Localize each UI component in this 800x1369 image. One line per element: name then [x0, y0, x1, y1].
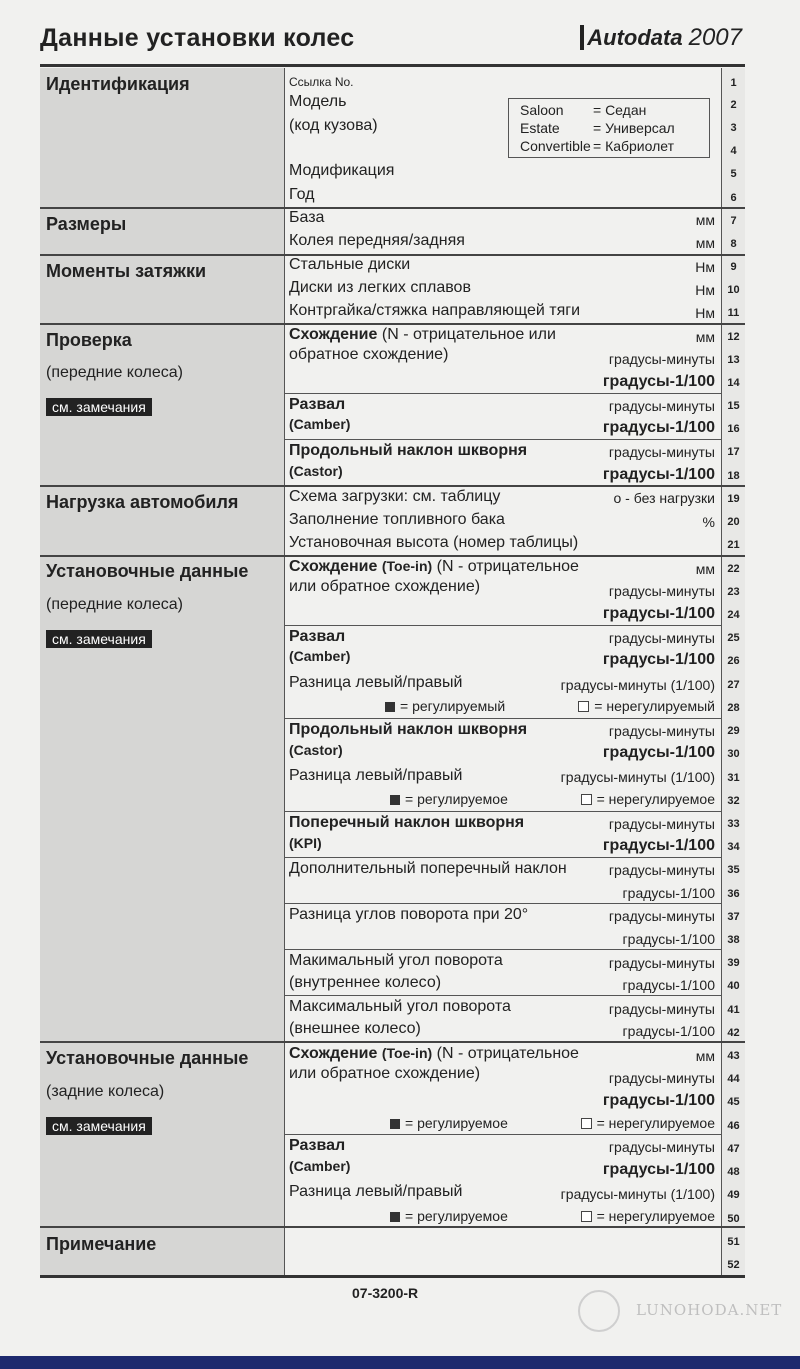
section-divider	[40, 207, 745, 209]
row-number: 51	[727, 1236, 740, 1248]
section-divider	[40, 323, 745, 325]
row-number: 7	[730, 215, 737, 227]
field-label: Год	[289, 186, 315, 203]
row-number: 17	[727, 446, 740, 458]
unit-label: мм	[695, 561, 715, 577]
row-number: 27	[727, 679, 740, 691]
unit-label: о - без нагрузки	[613, 490, 715, 506]
row-number: 52	[727, 1259, 740, 1271]
row-number: 25	[727, 632, 740, 644]
field-label: Колея передняя/задняя	[289, 232, 465, 249]
toe-in-tag: (Toe-in)	[381, 1045, 433, 1061]
unit-label: мм	[695, 329, 715, 345]
row-number: 38	[727, 934, 740, 946]
section-identification: Идентификация	[46, 74, 190, 94]
legend-text: = регулируемое	[405, 1208, 508, 1224]
legend-text: = нерегулируемое	[596, 1115, 715, 1131]
row-number: 3	[730, 122, 737, 134]
row-number: 22	[727, 563, 740, 575]
row-number: 21	[727, 539, 740, 551]
empty-square-icon	[578, 701, 589, 712]
unit-label: градусы-минуты	[608, 1139, 715, 1155]
legend-value: = Кабриолет	[593, 138, 675, 154]
field-label: Стальные диски	[289, 256, 411, 273]
row-number: 13	[727, 354, 740, 366]
field-label: Разница левый/правый	[289, 767, 463, 784]
field-label: обратное схождение)	[289, 346, 449, 363]
see-notes-badge: см. замечания	[46, 398, 152, 416]
field-label: Продольный наклон шкворня	[289, 721, 528, 738]
toe-rest: (N - отрицательное или	[381, 326, 556, 343]
unit-label: градусы-1/100	[602, 1161, 715, 1178]
filled-square-icon	[390, 1119, 400, 1129]
filled-square-icon	[385, 702, 395, 712]
row-number: 9	[730, 261, 737, 273]
row-divider	[285, 857, 721, 858]
unit-label: Нм	[695, 259, 715, 275]
section-divider	[40, 1226, 745, 1228]
field-label: или обратное схождение)	[289, 1065, 481, 1082]
section-setting-front: Установочные данные	[46, 561, 249, 581]
row-number: 30	[727, 748, 740, 760]
section-divider	[40, 555, 745, 557]
row-number: 33	[727, 818, 740, 830]
nonadjustable-legend	[578, 698, 715, 714]
adjustable-legend	[390, 1115, 508, 1131]
section-vehicle-load: Нагрузка автомобиля	[46, 492, 239, 512]
bottom-edge	[0, 1356, 800, 1369]
page-title: Данные установки колес	[40, 24, 355, 52]
unit-label: градусы-минуты	[608, 1070, 715, 1086]
legend-text: = регулируемое	[405, 791, 508, 807]
field-label: Контргайка/стяжка направляющей тяги	[289, 302, 581, 319]
row-divider	[285, 625, 721, 626]
row-number: 2	[730, 99, 737, 111]
row-number: 49	[727, 1189, 740, 1201]
field-label	[289, 1045, 579, 1063]
row-divider	[285, 903, 721, 904]
field-label: Дополнительный поперечный наклон	[289, 860, 567, 877]
nonadjustable-legend	[581, 791, 715, 807]
row-number: 31	[727, 772, 740, 784]
row-divider	[285, 811, 721, 812]
field-label: Схема загрузки: см. таблицу	[289, 488, 501, 505]
row-number: 1	[730, 77, 737, 89]
section-torques: Моменты затяжки	[46, 261, 207, 281]
row-number: 44	[727, 1073, 740, 1085]
legend-key: Convertible	[520, 138, 591, 154]
legend-key: Estate	[520, 120, 560, 136]
legend-text: = нерегулируемый	[594, 698, 715, 714]
see-notes-badge: см. замечания	[46, 630, 152, 648]
field-label: (Camber)	[289, 648, 351, 664]
unit-label: градусы-1/100	[622, 931, 715, 947]
legend-text: = нерегулируемое	[596, 1208, 715, 1224]
unit-label: градусы-1/100	[602, 1092, 715, 1109]
row-number: 34	[727, 841, 740, 853]
unit-label: Нм	[695, 282, 715, 298]
unit-label: градусы-1/100	[602, 466, 715, 483]
row-number: 41	[727, 1004, 740, 1016]
field-label: (Castor)	[289, 742, 343, 758]
column-divider	[284, 68, 285, 1275]
row-number: 26	[727, 655, 740, 667]
unit-label: градусы-минуты	[608, 351, 715, 367]
unit-label: мм	[695, 235, 715, 251]
section-divider	[40, 485, 745, 487]
watermark-seal	[578, 1290, 620, 1332]
brand-name: Autodata	[580, 25, 682, 50]
field-label: Установочная высота (номер таблицы)	[289, 534, 579, 551]
row-number: 20	[727, 516, 740, 528]
unit-label: градусы-минуты	[608, 398, 715, 414]
toe-rest: (N - отрицательное	[436, 558, 579, 575]
row-number: 15	[727, 400, 740, 412]
body-type-legend	[508, 98, 710, 158]
unit-label: градусы-1/100	[622, 977, 715, 993]
unit-label: градусы-минуты	[608, 816, 715, 832]
unit-label: градусы-1/100	[602, 605, 715, 622]
filled-square-icon	[390, 1212, 400, 1222]
field-label: Разница левый/правый	[289, 1183, 463, 1200]
row-number: 46	[727, 1120, 740, 1132]
row-divider	[285, 995, 721, 996]
row-number: 24	[727, 609, 740, 621]
field-label: Продольный наклон шкворня	[289, 442, 528, 459]
unit-label: градусы-минуты	[608, 862, 715, 878]
field-label: Развал	[289, 1137, 346, 1154]
unit-label: Нм	[695, 305, 715, 321]
row-number: 47	[727, 1143, 740, 1155]
field-label: База	[289, 209, 325, 226]
field-label: Максимальный угол поворота	[289, 998, 511, 1015]
row-number: 43	[727, 1050, 740, 1062]
row-number: 19	[727, 493, 740, 505]
unit-label: градусы-1/100	[622, 1023, 715, 1039]
section-divider	[40, 1041, 745, 1043]
field-label: Ссылка No.	[289, 75, 354, 89]
field-label: Заполнение топливного бака	[289, 511, 505, 528]
row-number: 4	[730, 145, 737, 157]
row-number: 37	[727, 911, 740, 923]
field-label: (Castor)	[289, 463, 343, 479]
unit-label: градусы-1/100	[622, 885, 715, 901]
empty-square-icon	[581, 1211, 592, 1222]
unit-label: градусы-минуты	[608, 908, 715, 924]
adjustable-legend	[385, 698, 505, 714]
row-number: 48	[727, 1166, 740, 1178]
row-number: 36	[727, 888, 740, 900]
row-number: 16	[727, 423, 740, 435]
field-label: Разница углов поворота при 20°	[289, 906, 529, 923]
nonadjustable-legend	[581, 1208, 715, 1224]
row-number: 6	[730, 192, 737, 204]
field-label	[289, 326, 556, 344]
row-divider	[285, 718, 721, 719]
section-check-sub: (передние колеса)	[46, 364, 183, 381]
unit-label: градусы-1/100	[602, 419, 715, 436]
unit-label: градусы-минуты (1/100)	[560, 677, 715, 693]
row-divider	[285, 439, 721, 440]
brand-logo	[580, 24, 742, 52]
unit-label: %	[702, 514, 715, 530]
unit-label: градусы-минуты	[608, 583, 715, 599]
field-label: Развал	[289, 628, 346, 645]
unit-label: градусы-1/100	[602, 651, 715, 668]
field-label: (KPI)	[289, 835, 322, 851]
field-label: Модификация	[289, 162, 395, 179]
field-label: (код кузова)	[289, 117, 378, 134]
field-label: (Camber)	[289, 416, 351, 432]
empty-square-icon	[581, 1118, 592, 1129]
row-number: 5	[730, 168, 737, 180]
adjustable-legend	[390, 791, 508, 807]
toe-rest: (N - отрицательное	[436, 1045, 579, 1062]
row-number: 39	[727, 957, 740, 969]
legend-text: = нерегулируемое	[596, 791, 715, 807]
top-rule	[40, 64, 745, 67]
section-sizes: Размеры	[46, 214, 127, 234]
field-label: или обратное схождение)	[289, 578, 481, 595]
row-number: 8	[730, 238, 737, 250]
row-number: 35	[727, 864, 740, 876]
unit-label: градусы-1/100	[602, 744, 715, 761]
unit-label: градусы-минуты	[608, 955, 715, 971]
unit-label: мм	[695, 212, 715, 228]
row-divider	[285, 949, 721, 950]
nonadjustable-legend	[581, 1115, 715, 1131]
field-label: (внешнее колесо)	[289, 1020, 421, 1037]
row-number: 32	[727, 795, 740, 807]
unit-label: градусы-минуты	[608, 1001, 715, 1017]
unit-label: мм	[695, 1048, 715, 1064]
row-number: 45	[727, 1096, 740, 1108]
unit-label: градусы-минуты	[608, 723, 715, 739]
field-label: Диски из легких сплавов	[289, 279, 471, 296]
alignment-form	[40, 68, 745, 1278]
legend-text: = регулируемый	[400, 698, 506, 714]
unit-label: градусы-1/100	[602, 373, 715, 390]
field-label	[289, 558, 579, 576]
toe-bold: Схождение	[289, 558, 378, 575]
row-number: 10	[727, 284, 740, 296]
section-setting-rear-sub: (задние колеса)	[46, 1083, 165, 1100]
brand-year: 2007	[688, 24, 742, 51]
field-label: Поперечный наклон шкворня	[289, 814, 525, 831]
section-setting-front-sub: (передние колеса)	[46, 596, 183, 613]
field-label: (внутреннее колесо)	[289, 974, 442, 991]
section-setting-rear: Установочные данные	[46, 1048, 249, 1068]
unit-label: градусы-минуты (1/100)	[560, 769, 715, 785]
row-divider	[285, 1134, 721, 1135]
filled-square-icon	[390, 795, 400, 805]
legend-key: Saloon	[520, 102, 564, 118]
unit-label: градусы-минуты (1/100)	[560, 1186, 715, 1202]
unit-label: градусы-минуты	[608, 444, 715, 460]
see-notes-badge: см. замечания	[46, 1117, 152, 1135]
legend-text: = регулируемое	[405, 1115, 508, 1131]
field-label: Модель	[289, 93, 347, 110]
toe-bold: Схождение	[289, 1045, 378, 1062]
section-check: Проверка	[46, 330, 132, 350]
unit-label: градусы-1/100	[602, 837, 715, 854]
field-label: (Camber)	[289, 1158, 351, 1174]
unit-label: градусы-минуты	[608, 630, 715, 646]
legend-value: = Универсал	[593, 120, 675, 136]
row-number: 12	[727, 331, 740, 343]
row-divider	[285, 393, 721, 394]
legend-value: = Седан	[593, 102, 647, 118]
row-number: 14	[727, 377, 740, 389]
row-number: 40	[727, 980, 740, 992]
empty-square-icon	[581, 794, 592, 805]
row-number: 28	[727, 702, 740, 714]
toe-bold: Схождение	[289, 326, 378, 343]
field-label: Макимальный угол поворота	[289, 952, 503, 969]
section-notes: Примечание	[46, 1234, 157, 1254]
row-number: 18	[727, 470, 740, 482]
row-number: 11	[727, 307, 740, 319]
field-label: Развал	[289, 396, 346, 413]
watermark: LUNOHODA.NET	[636, 1301, 783, 1319]
field-label: Разница левый/правый	[289, 674, 463, 691]
row-number: 29	[727, 725, 740, 737]
toe-in-tag: (Toe-in)	[381, 558, 433, 574]
row-number: 23	[727, 586, 740, 598]
adjustable-legend	[390, 1208, 508, 1224]
row-number: 42	[727, 1027, 740, 1039]
form-code: 07-3200-R	[352, 1285, 419, 1301]
row-number: 50	[727, 1213, 740, 1225]
